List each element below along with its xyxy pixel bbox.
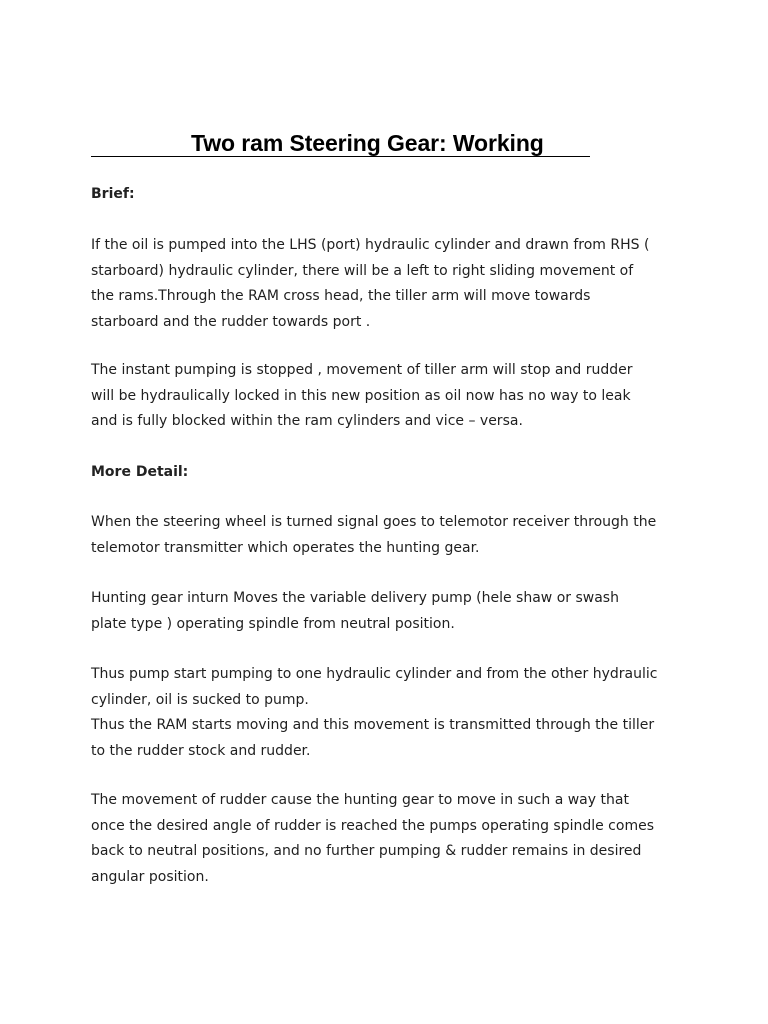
paragraph-detail-1 [91,510,691,561]
paragraph-line: back to neutral positions, and no further pumping & rudder remains in desired [91,843,642,860]
paragraph-line: When the steering wheel is turned signal goes to telemotor receiver through the [91,514,657,530]
paragraph-line: angular position. [91,868,209,885]
paragraph-line: Thus the RAM starts moving and this movement is transmitted through the tiller [91,717,655,734]
paragraph-line: plate type ) operating spindle from neutral position. [91,615,455,632]
paragraph-brief-2 [91,358,691,435]
paragraph-line: Thus pump start pumping to one hydraulic cylinder and from the other hydraulic [91,666,658,682]
paragraph-line: The movement of rudder cause the hunting gear to move in such a way that [91,792,629,808]
paragraph-detail-4 [91,788,691,890]
paragraph-line: starboard) hydraulic cylinder, there will be a left to right sliding movement of [91,262,634,279]
paragraph-line: and is fully blocked within the ram cylinders and vice – versa. [91,413,523,430]
paragraph-line: The instant pumping is stopped , movement of tiller arm will stop and rudder [91,362,633,378]
section-heading-brief: Brief: [91,186,135,202]
paragraph-line: cylinder, oil is sucked to pump. [91,691,309,708]
section-heading-more-detail: More Detail: [91,464,189,480]
paragraph-line: If the oil is pumped into the LHS (port) hydraulic cylinder and drawn from RHS ( [91,237,650,253]
paragraph-line: once the desired angle of rudder is reached the pumps operating spindle comes [91,817,654,834]
paragraph-detail-3 [91,662,691,764]
paragraph-line: telemotor transmitter which operates the hunting gear. [91,539,480,556]
page-title-text: Two ram Steering Gear: Working [191,130,544,156]
paragraph-detail-2 [91,586,691,637]
paragraph-line: will be hydraulically locked in this new position as oil now has no way to leak [91,387,631,404]
paragraph-brief-1 [91,233,691,335]
paragraph-line: Hunting gear inturn Moves the variable delivery pump (hele shaw or swash [91,590,619,606]
paragraph-line: starboard and the rudder towards port . [91,313,371,330]
page-title [91,129,691,159]
paragraph-line: to the rudder stock and rudder. [91,742,311,759]
paragraph-line: the rams.Through the RAM cross head, the tiller arm will move towards [91,288,591,305]
